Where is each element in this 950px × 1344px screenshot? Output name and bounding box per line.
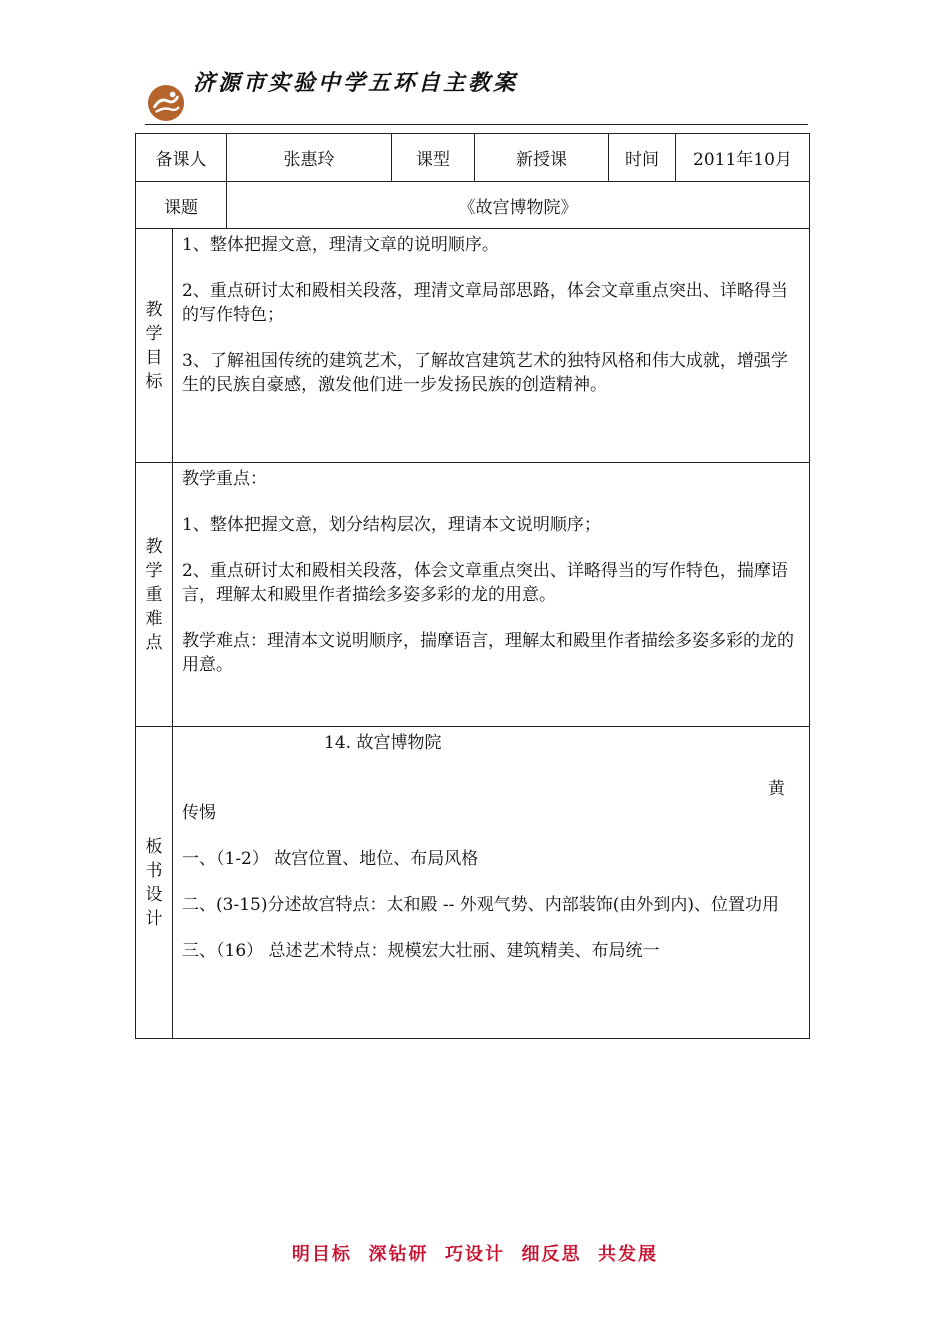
school-logo-icon (147, 84, 185, 122)
key-point-item: 教学重点： (182, 469, 267, 489)
preparer-label: 备课人 (136, 134, 227, 182)
objectives-row (136, 229, 810, 463)
lesson-type-label: 课型 (392, 134, 475, 182)
lesson-type-value: 新授课 (475, 134, 609, 182)
key-points-row (136, 463, 810, 727)
school-title: 济源市实验中学五环自主教案 (193, 70, 519, 96)
key-points-label: 教 学 重 难 点 (136, 463, 173, 727)
lesson-plan-table (135, 133, 810, 1039)
header-rule (145, 124, 808, 125)
page-header (145, 58, 810, 128)
board-item: 三、（16） 总述艺术特点：规模宏大壮丽、建筑精美、布局统一 (182, 941, 660, 961)
footer-motto: 明目标 深钻研 巧设计 细反思 共发展 (291, 1244, 659, 1265)
objective-item: 2、重点研讨太和殿相关段落，理清文章局部思路，体会文章重点突出、详略得当的写作特色； (182, 281, 788, 325)
board-item: 二、(3-15)分述故宫特点：太和殿 -- 外观气势、内部装饰(由外到内)、位置功用 (182, 895, 780, 915)
objective-item: 3、了解祖国传统的建筑艺术，了解故宫建筑艺术的独特风格和伟大成就，增强学生的民族自豪感，激发他们进一步发扬民族的创造精神。 (182, 351, 788, 395)
key-point-item: 教学难点：理清本文说明顺序，揣摩语言，理解太和殿里作者描绘多姿多彩的龙的用意。 (182, 631, 794, 675)
board-design-content (173, 727, 810, 1039)
time-label: 时间 (609, 134, 676, 182)
key-point-item: 1、整体把握文意，划分结构层次，理请本文说明顺序； (182, 515, 601, 535)
board-author-rest: 传惕 (182, 803, 216, 823)
objectives-content (173, 229, 810, 463)
board-title: 14. 故宫博物院 (324, 733, 442, 753)
board-item: 一、（1-2） 故宫位置、地位、布局风格 (182, 849, 479, 869)
preparer-value: 张惠玲 (227, 134, 392, 182)
topic-label: 课题 (136, 182, 227, 229)
info-row (136, 134, 810, 182)
key-point-item: 2、重点研讨太和殿相关段落，体会文章重点突出、详略得当的写作特色，揣摩语言，理解太和殿里作者描绘多姿多彩的龙的用意。 (182, 561, 788, 605)
objective-item: 1、整体把握文意，理清文章的说明顺序。 (182, 235, 499, 255)
topic-value: 《故宫博物院》 (227, 182, 810, 229)
topic-row (136, 182, 810, 229)
board-author-first: 黄 (768, 779, 785, 799)
key-points-content (173, 463, 810, 727)
objectives-label: 教 学 目 标 (136, 229, 173, 463)
time-value: 2011年10月 (676, 134, 810, 182)
board-design-row (136, 727, 810, 1039)
board-design-label: 板 书 设 计 (136, 727, 173, 1039)
